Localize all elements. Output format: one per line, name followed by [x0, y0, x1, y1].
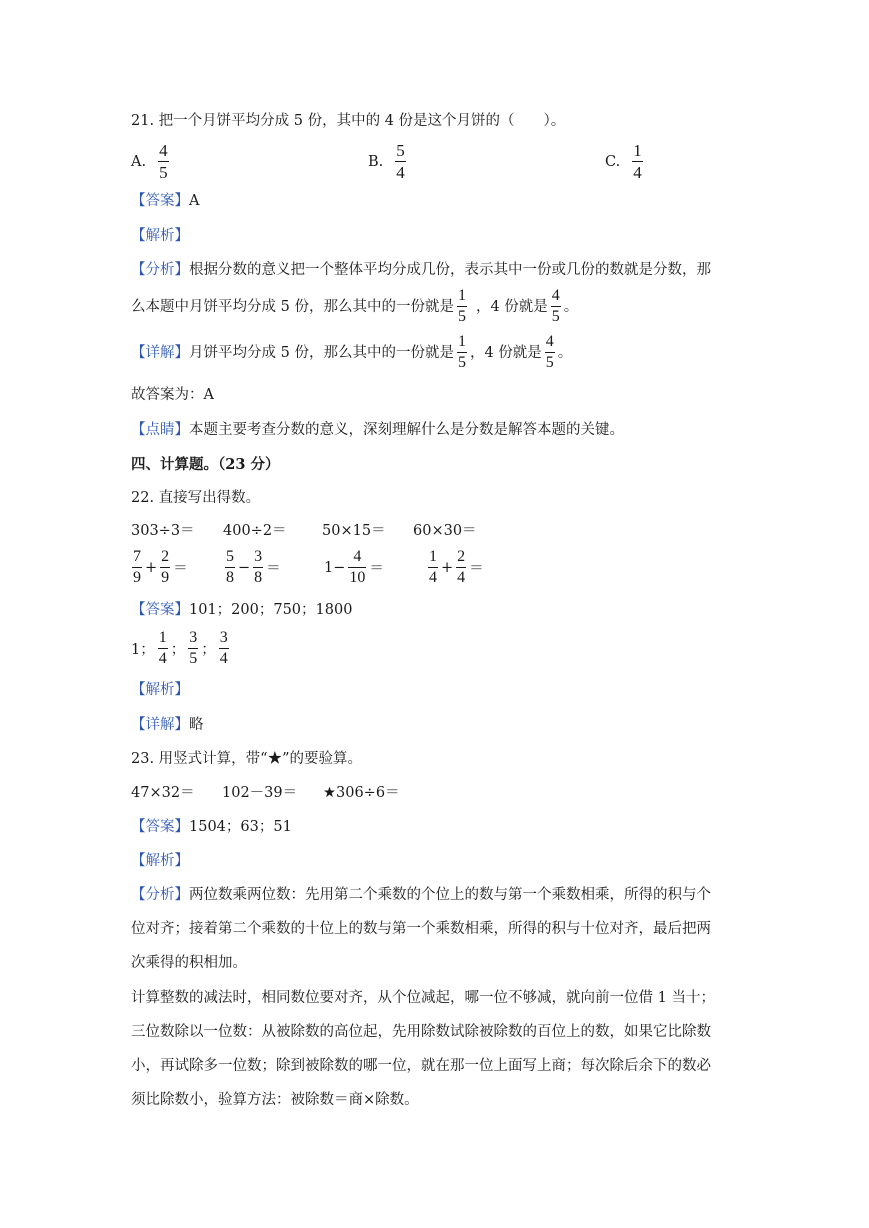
- fraction-four-fifths: $\frac{4}{5}$: [545, 333, 554, 371]
- q21-stem: 21. 把一个月饼平均分成 5 份，其中的 4 份是这个月饼的（ ）。: [131, 113, 566, 129]
- q23-fenxi-line1: 【分析】两位数乘两位数：先用第二个乘数的个位上的数与第一个乘数相乘，所得的积与个: [131, 887, 711, 903]
- q21-fenxi-line1: 【分析】根据分数的意义把一个整体平均分成几份，表示其中一份或几份的数就是分数，那: [131, 262, 711, 278]
- q23-fenxi-line3: 次乘得的积相加。: [131, 955, 247, 971]
- q21-option-c: [605, 142, 646, 181]
- q23-fenxi-line6: 小，再试除多一位数；除到被除数的哪一位，就在那一位上面写上商；每次除后余下的数必: [131, 1058, 711, 1074]
- fraction-one-fifth: $\frac{1}{5}$: [457, 287, 466, 325]
- q22-answer: 【答案】101；200；750；1800: [131, 602, 353, 618]
- q23-expr-3: ★306÷6＝: [323, 785, 400, 801]
- q23-fenxi-line2: 位对齐；接着第二个乘数的十位上的数与第一个乘数相乘，所得的积与十位对齐，最后把两: [131, 921, 711, 937]
- q23-fenxi-line5: 三位数除以一位数：从被除数的高位起，先用除数试除被除数的百位上的数，如果它比除数: [131, 1024, 711, 1040]
- q21-option-b-label: B.: [368, 153, 384, 170]
- answer-tag: 【答案】: [131, 819, 189, 835]
- dianjing-tag: 【点睛】: [131, 422, 189, 438]
- q23-expr-2: 102－39＝: [222, 785, 298, 801]
- q21-dianjing: 【点睛】本题主要考查分数的意义，深刻理解什么是分数是解答本题的关键。: [131, 422, 624, 438]
- q22-expr-1: 303÷3＝: [131, 523, 195, 539]
- answer-tag: 【答案】: [131, 602, 189, 618]
- xiangjie-tag: 【详解】: [131, 344, 189, 361]
- q21-answer-value: A: [189, 193, 200, 209]
- q22-expr-3: 50×15＝: [322, 523, 386, 539]
- section-title: 四、计算题。（23 分）: [131, 456, 280, 473]
- q23-expr-1: 47×32＝: [131, 785, 195, 801]
- q23-analysis-tag: 【解析】: [131, 853, 189, 869]
- xiangjie-tag: 【详解】: [131, 717, 189, 733]
- q22-answer-line2: 1； $\frac{1}{4}$ ； $\frac{3}{5}$ ； $\frac{3}{4}$: [131, 629, 228, 667]
- q21-option-a-fraction: $\frac{4}{5}$: [159, 141, 168, 182]
- q23-answer: 【答案】1504；63；51: [131, 819, 292, 835]
- q23-fenxi-line7: 须比除数小，验算方法：被除数＝商×除数。: [131, 1092, 419, 1108]
- fenxi-tag: 【分析】: [131, 887, 189, 903]
- q21-fenxi-line2: 么本题中月饼平均分成 5 份，那么其中的一份就是 $\frac{1}{5}$ ，4 份就是 $\frac{4}{5}$ 。: [131, 287, 579, 325]
- q22-frac-expr-1: $\frac{7}{9}$ + $\frac{2}{9}$ ＝: [133, 548, 188, 586]
- q22-frac-expr-3: 1− $\frac{4}{10}$ ＝: [324, 548, 384, 586]
- q23-stem: 23. 用竖式计算，带“★”的要验算。: [131, 751, 362, 767]
- q21-option-c-fraction: $\frac{1}{4}$: [633, 141, 642, 182]
- q21-option-b-fraction: $\frac{5}{4}$: [396, 141, 405, 182]
- q21-xiangjie: 【详解】 月饼平均分成 5 份，那么其中的一份就是 $\frac{1}{5}$ ，4 份就是 $\frac{4}{5}$ 。: [131, 333, 573, 371]
- q21-analysis-tag: 【解析】: [131, 228, 189, 244]
- q23-fenxi-line4: 计算整数的减法时，相同数位要对齐，从个位减起，哪一位不够减，就向前一位借 1 当十；: [131, 990, 715, 1006]
- fraction-four-fifths: $\frac{4}{5}$: [551, 287, 560, 325]
- q22-stem: 22. 直接写出得数。: [131, 490, 261, 506]
- q22-xiangjie: 【详解】略: [131, 717, 204, 733]
- q22-analysis-tag: 【解析】: [131, 682, 189, 698]
- q21-option-a: [131, 142, 172, 181]
- q22-frac-expr-4: $\frac{1}{4}$ + $\frac{2}{4}$ ＝: [429, 548, 484, 586]
- q22-expr-2: 400÷2＝: [223, 523, 287, 539]
- q22-frac-expr-2: $\frac{5}{8}$ − $\frac{3}{8}$ ＝: [226, 548, 281, 586]
- fraction-one-fifth: $\frac{1}{5}$: [457, 333, 466, 371]
- q21-answer: [131, 191, 199, 211]
- q22-expr-4: 60×30＝: [413, 523, 477, 539]
- q21-option-b: [368, 142, 409, 181]
- q21-conclusion: 故答案为：A: [131, 387, 214, 403]
- q21-option-a-label: A.: [131, 153, 147, 170]
- answer-tag: 【答案】: [131, 193, 189, 209]
- q21-option-c-label: C.: [605, 153, 621, 170]
- fenxi-tag: 【分析】: [131, 262, 189, 278]
